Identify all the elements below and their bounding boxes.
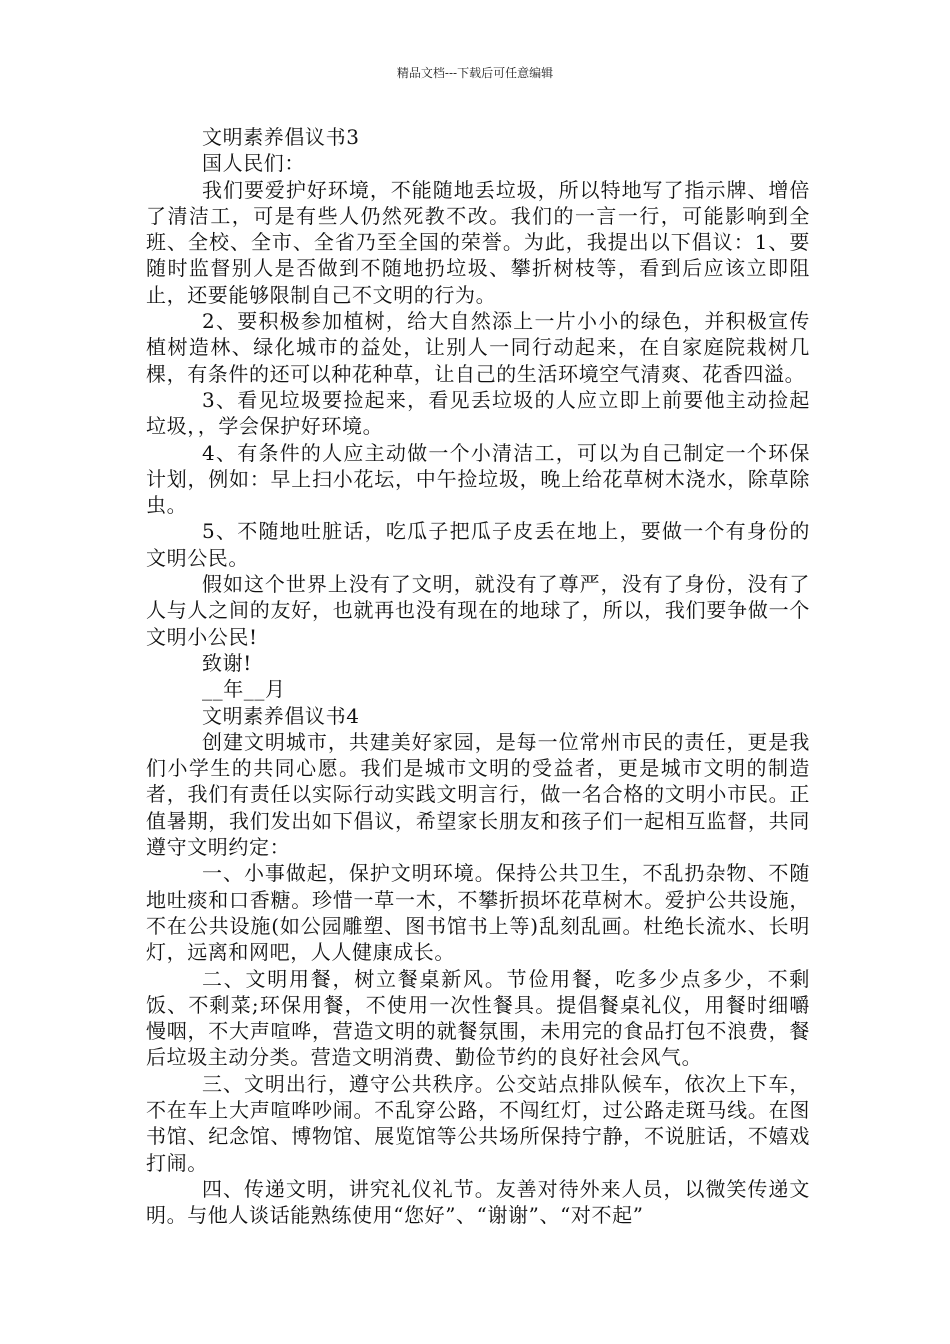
- date-line: __年__月: [202, 677, 286, 702]
- paragraph: 三、文明出行，遵守公共秩序。公交站点排队候车，依次上下车，不在车上大声喧哗吵闹。不乱穿公路，不闯红灯，过公路走斑马线。在图书馆、纪念馆、博物馆、展览馆等公共场所保持宁静，不说脏话，不嬉戏打闹。: [146, 1071, 810, 1175]
- section-title: 文明素养倡议书3: [202, 125, 360, 149]
- salutation: 国人民们：: [202, 151, 305, 176]
- paragraph: 二、文明用餐，树立餐桌新风。节俭用餐，吃多少点多少，不剩饭、不剩菜;环保用餐，不使用一次性餐具。提倡餐桌礼仪，用餐时细嚼慢咽，不大声喧哗，营造文明的就餐氛围，未用完的食品打包不浪费，餐后垃圾主动分类。营造文明消费、勤俭节约的良好社会风气。: [146, 966, 810, 1070]
- paragraph: 四、传递文明，讲究礼仪礼节。友善对待外来人员，以微笑传递文明。与他人谈话能熟练使用“您好”、“谢谢”、“对不起”: [146, 1176, 810, 1228]
- paragraph: 假如这个世界上没有了文明，就没有了尊严，没有了身份，没有了人与人之间的友好，也就再也没有现在的地球了，所以，我们要争做一个文明小公民!: [146, 572, 810, 649]
- page-header: 精品文档---下载后可任意编辑: [396, 66, 554, 80]
- paragraph: 一、小事做起，保护文明环境。保持公共卫生，不乱扔杂物、不随地吐痰和口香糖。珍惜一草一木，不攀折损坏花草树木。爱护公共设施，不在公共设施(如公园雕塑、图书馆书上等)乱刻乱画。杜绝长流水、长明灯，远离和网吧，人人健康成长。: [146, 861, 810, 965]
- closing-thanks: 致谢!: [202, 650, 252, 675]
- section-title: 文明素养倡议书4: [202, 703, 360, 728]
- paragraph: 我们要爱护好环境，不能随地丢垃圾，所以特地写了指示牌、增倍了清洁工，可是有些人仍然死教不改。我们的一言一行，可能影响到全班、全校、全市、全省乃至全国的荣誉。为此，我提出以下倡议：1、要随时监督别人是否做到不随地扔垃圾、攀折树枝等，看到后应该立即阻止，还要能够限制自己不文明的行为。: [146, 177, 810, 307]
- document-body: [146, 124, 810, 1228]
- paragraph: 创建文明城市，共建美好家园，是每一位常州市民的责任，更是我们小学生的共同心愿。我们是城市文明的受益者，更是城市文明的制造者，我们有责任以实际行动实践文明言行，做一名合格的文明小市民。正值暑期，我们发出如下倡议，希望家长朋友和孩子们一起相互监督，共同遵守文明约定：: [146, 729, 810, 860]
- paragraph: 3、看见垃圾要捡起来，看见丢垃圾的人应立即上前要他主动捡起垃圾，，学会保护好环境。: [146, 387, 810, 439]
- paragraph: 5、不随地吐脏话，吃瓜子把瓜子皮丢在地上，要做一个有身份的文明公民。: [146, 519, 810, 570]
- paragraph: 4、有条件的人应主动做一个小清洁工，可以为自己制定一个环保计划，例如：早上扫小花坛，中午捡垃圾，晚上给花草树木浇水，除草除虫。: [146, 440, 810, 518]
- paragraph: 2、要积极参加植树，给大自然添上一片小小的绿色，并积极宣传植树造林、绿化城市的益处，让别人一同行动起来，在自家庭院栽树几棵，有条件的还可以种花种草，让自己的生活环境空气清爽、花香四溢。: [146, 309, 810, 386]
